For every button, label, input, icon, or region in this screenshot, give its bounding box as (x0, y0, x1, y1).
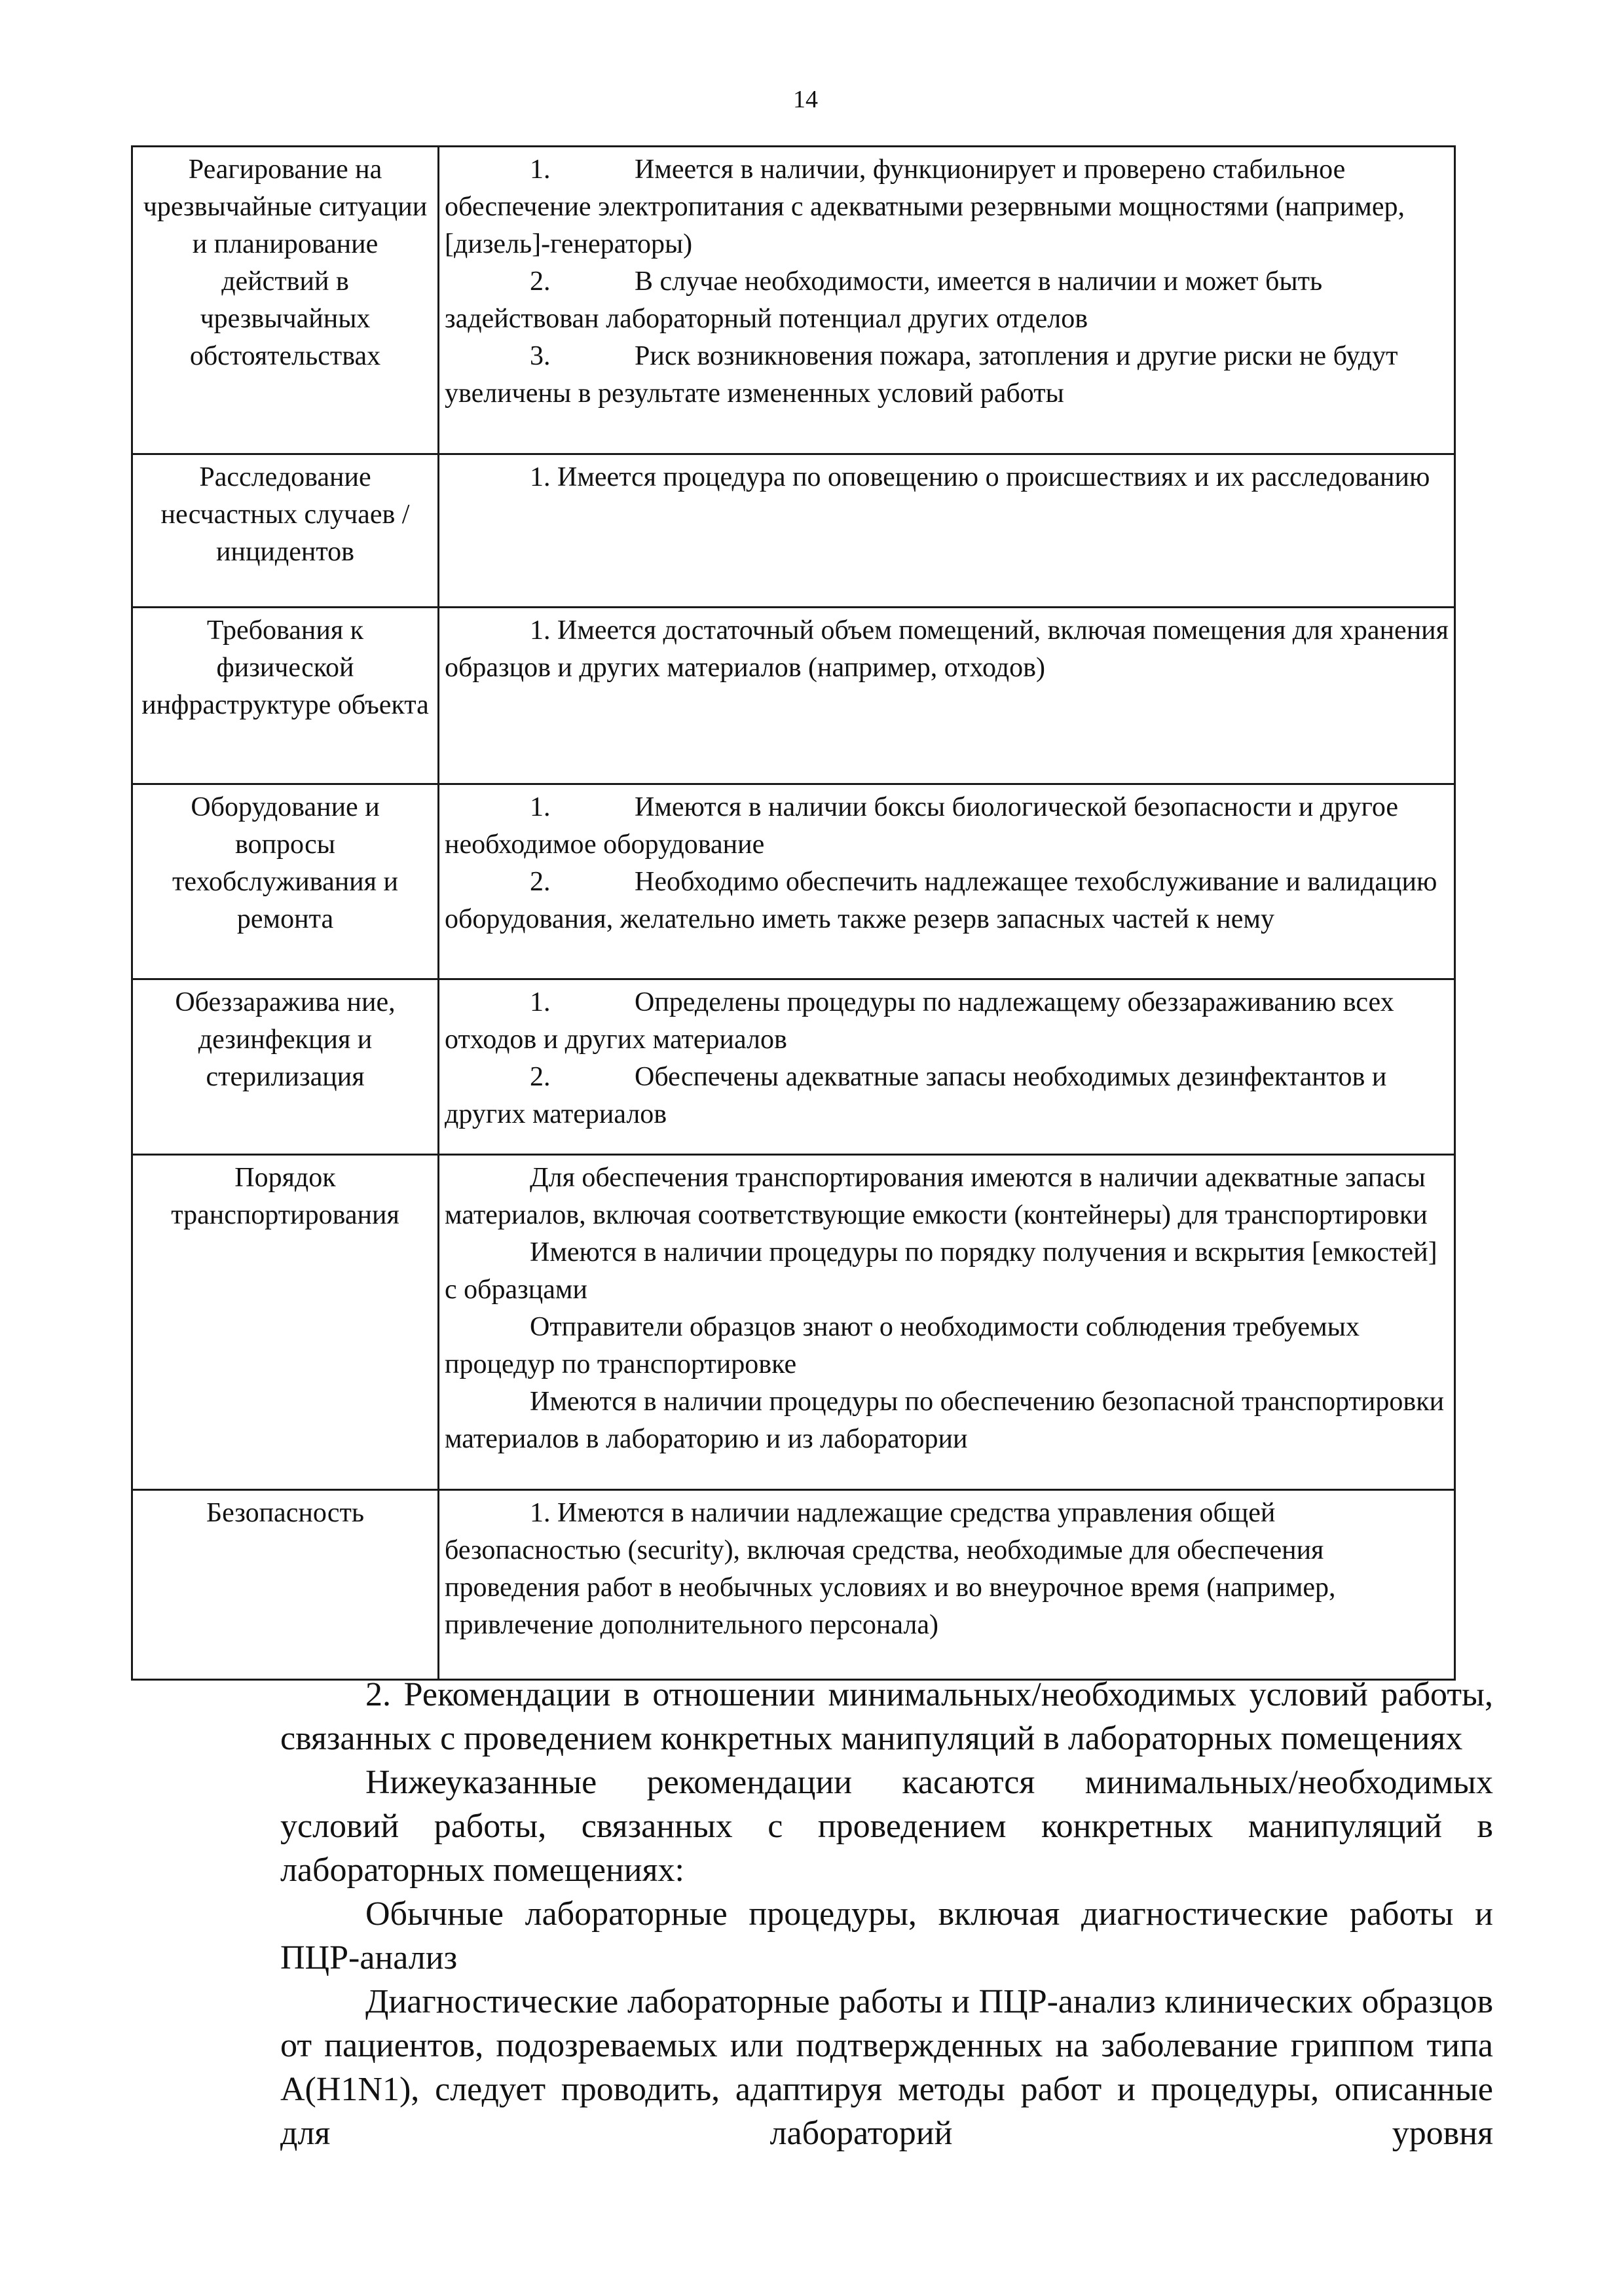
intro-paragraph: Нижеуказанные рекомендации касаются минимальных/необходимых условий работы, связанных с проведением конкретных манипуляций в лабораторных помещениях: (280, 1764, 1493, 1889)
row-requirements (439, 454, 1455, 608)
table-row (132, 454, 1455, 608)
requirement-item: 1. Имеются в наличии боксы биологической безопасности и другое необходимое оборудование (445, 792, 1398, 860)
row-requirements (439, 784, 1455, 979)
row-topic: Реагирование на чрезвычайные ситуации и планирование действий в чрезвычайных обстоятельствах (132, 147, 439, 454)
requirement-item: 2. В случае необходимости, имеется в наличии и может быть задействован лабораторный потенциал других отделов (445, 266, 1323, 334)
requirement-item: 2. Необходимо обеспечить надлежащее техобслуживание и валидацию оборудования, желательно иметь также резерв запасных частей к нему (445, 867, 1437, 934)
requirement-item: 1. Имеются в наличии надлежащие средства управления общей безопасностью (security), включая средства, необходимые для обеспечения проведения работ в необычных условиях и во внеурочное время (например, привлечение дополнительного персонала) (445, 1498, 1336, 1640)
table-row (132, 979, 1455, 1155)
table-row (132, 1490, 1455, 1680)
requirements-table (131, 145, 1456, 1681)
requirement-item: 1. Имеется в наличии, функционирует и проверено стабильное обеспечение электропитания с адекватными резервными мощностями (например, [дизель]-генераторы) (445, 155, 1405, 259)
table-row (132, 784, 1455, 979)
row-topic: Расследование несчастных случаев / инцидентов (132, 454, 439, 608)
requirement-item: Имеются в наличии процедуры по порядку получения и вскрытия [емкостей] с образцами (445, 1237, 1437, 1305)
row-topic: Обеззаражива ние, дезинфекция и стерилизация (132, 979, 439, 1155)
row-requirements (439, 147, 1455, 454)
body-text (280, 1673, 1493, 2155)
row-topic: Требования к физической инфраструктуре объекта (132, 608, 439, 784)
row-topic: Порядок транспортирования (132, 1155, 439, 1490)
row-topic: Оборудование и вопросы техобслуживания и ремонта (132, 784, 439, 979)
requirement-item: 1. Имеется процедура по оповещению о происшествиях и их расследованию (530, 462, 1430, 492)
requirement-item: Отправители образцов знают о необходимости соблюдения требуемых процедур по транспортировке (445, 1312, 1360, 1379)
table-row (132, 608, 1455, 784)
row-requirements (439, 979, 1455, 1155)
requirement-item: 1. Имеется достаточный объем помещений, включая помещения для хранения образцов и других материалов (например, отходов) (445, 615, 1449, 683)
requirement-item: 3. Риск возникновения пожара, затопления и другие риски не будут увеличены в результате измененных условий работы (445, 341, 1398, 409)
requirement-item: Имеются в наличии процедуры по обеспечению безопасной транспортировки материалов в лабораторию и из лаборатории (445, 1387, 1445, 1454)
requirement-item: 2. Обеспечены адекватные запасы необходимых дезинфектантов и других материалов (445, 1062, 1387, 1129)
row-requirements (439, 608, 1455, 784)
table-row (132, 147, 1455, 454)
row-requirements (439, 1490, 1455, 1680)
section-heading: 2. Рекомендации в отношении минимальных/необходимых условий работы, связанных с проведением конкретных манипуляций в лабораторных помещениях (280, 1676, 1493, 1757)
table-row (132, 1155, 1455, 1490)
row-topic: Безопасность (132, 1490, 439, 1680)
row-requirements (439, 1155, 1455, 1490)
page-number: 14 (793, 86, 818, 113)
subheading: Обычные лабораторные процедуры, включая диагностические работы и ПЦР-анализ (280, 1895, 1493, 1977)
requirement-item: 1. Определены процедуры по надлежащему обеззараживанию всех отходов и других материалов (445, 987, 1394, 1055)
body-paragraph: Диагностические лабораторные работы и ПЦР-анализ клинических образцов от пациентов, подозреваемых или подтвержденных на заболевание гриппом типа A(H1N1), следует проводить, адаптируя методы работ и процедуры, описанные для лабораторий уровня (280, 1983, 1493, 2152)
requirement-item: Для обеспечения транспортирования имеются в наличии адекватные запасы материалов, включая соответствующие емкости (контейнеры) для транспортировки (445, 1163, 1428, 1230)
